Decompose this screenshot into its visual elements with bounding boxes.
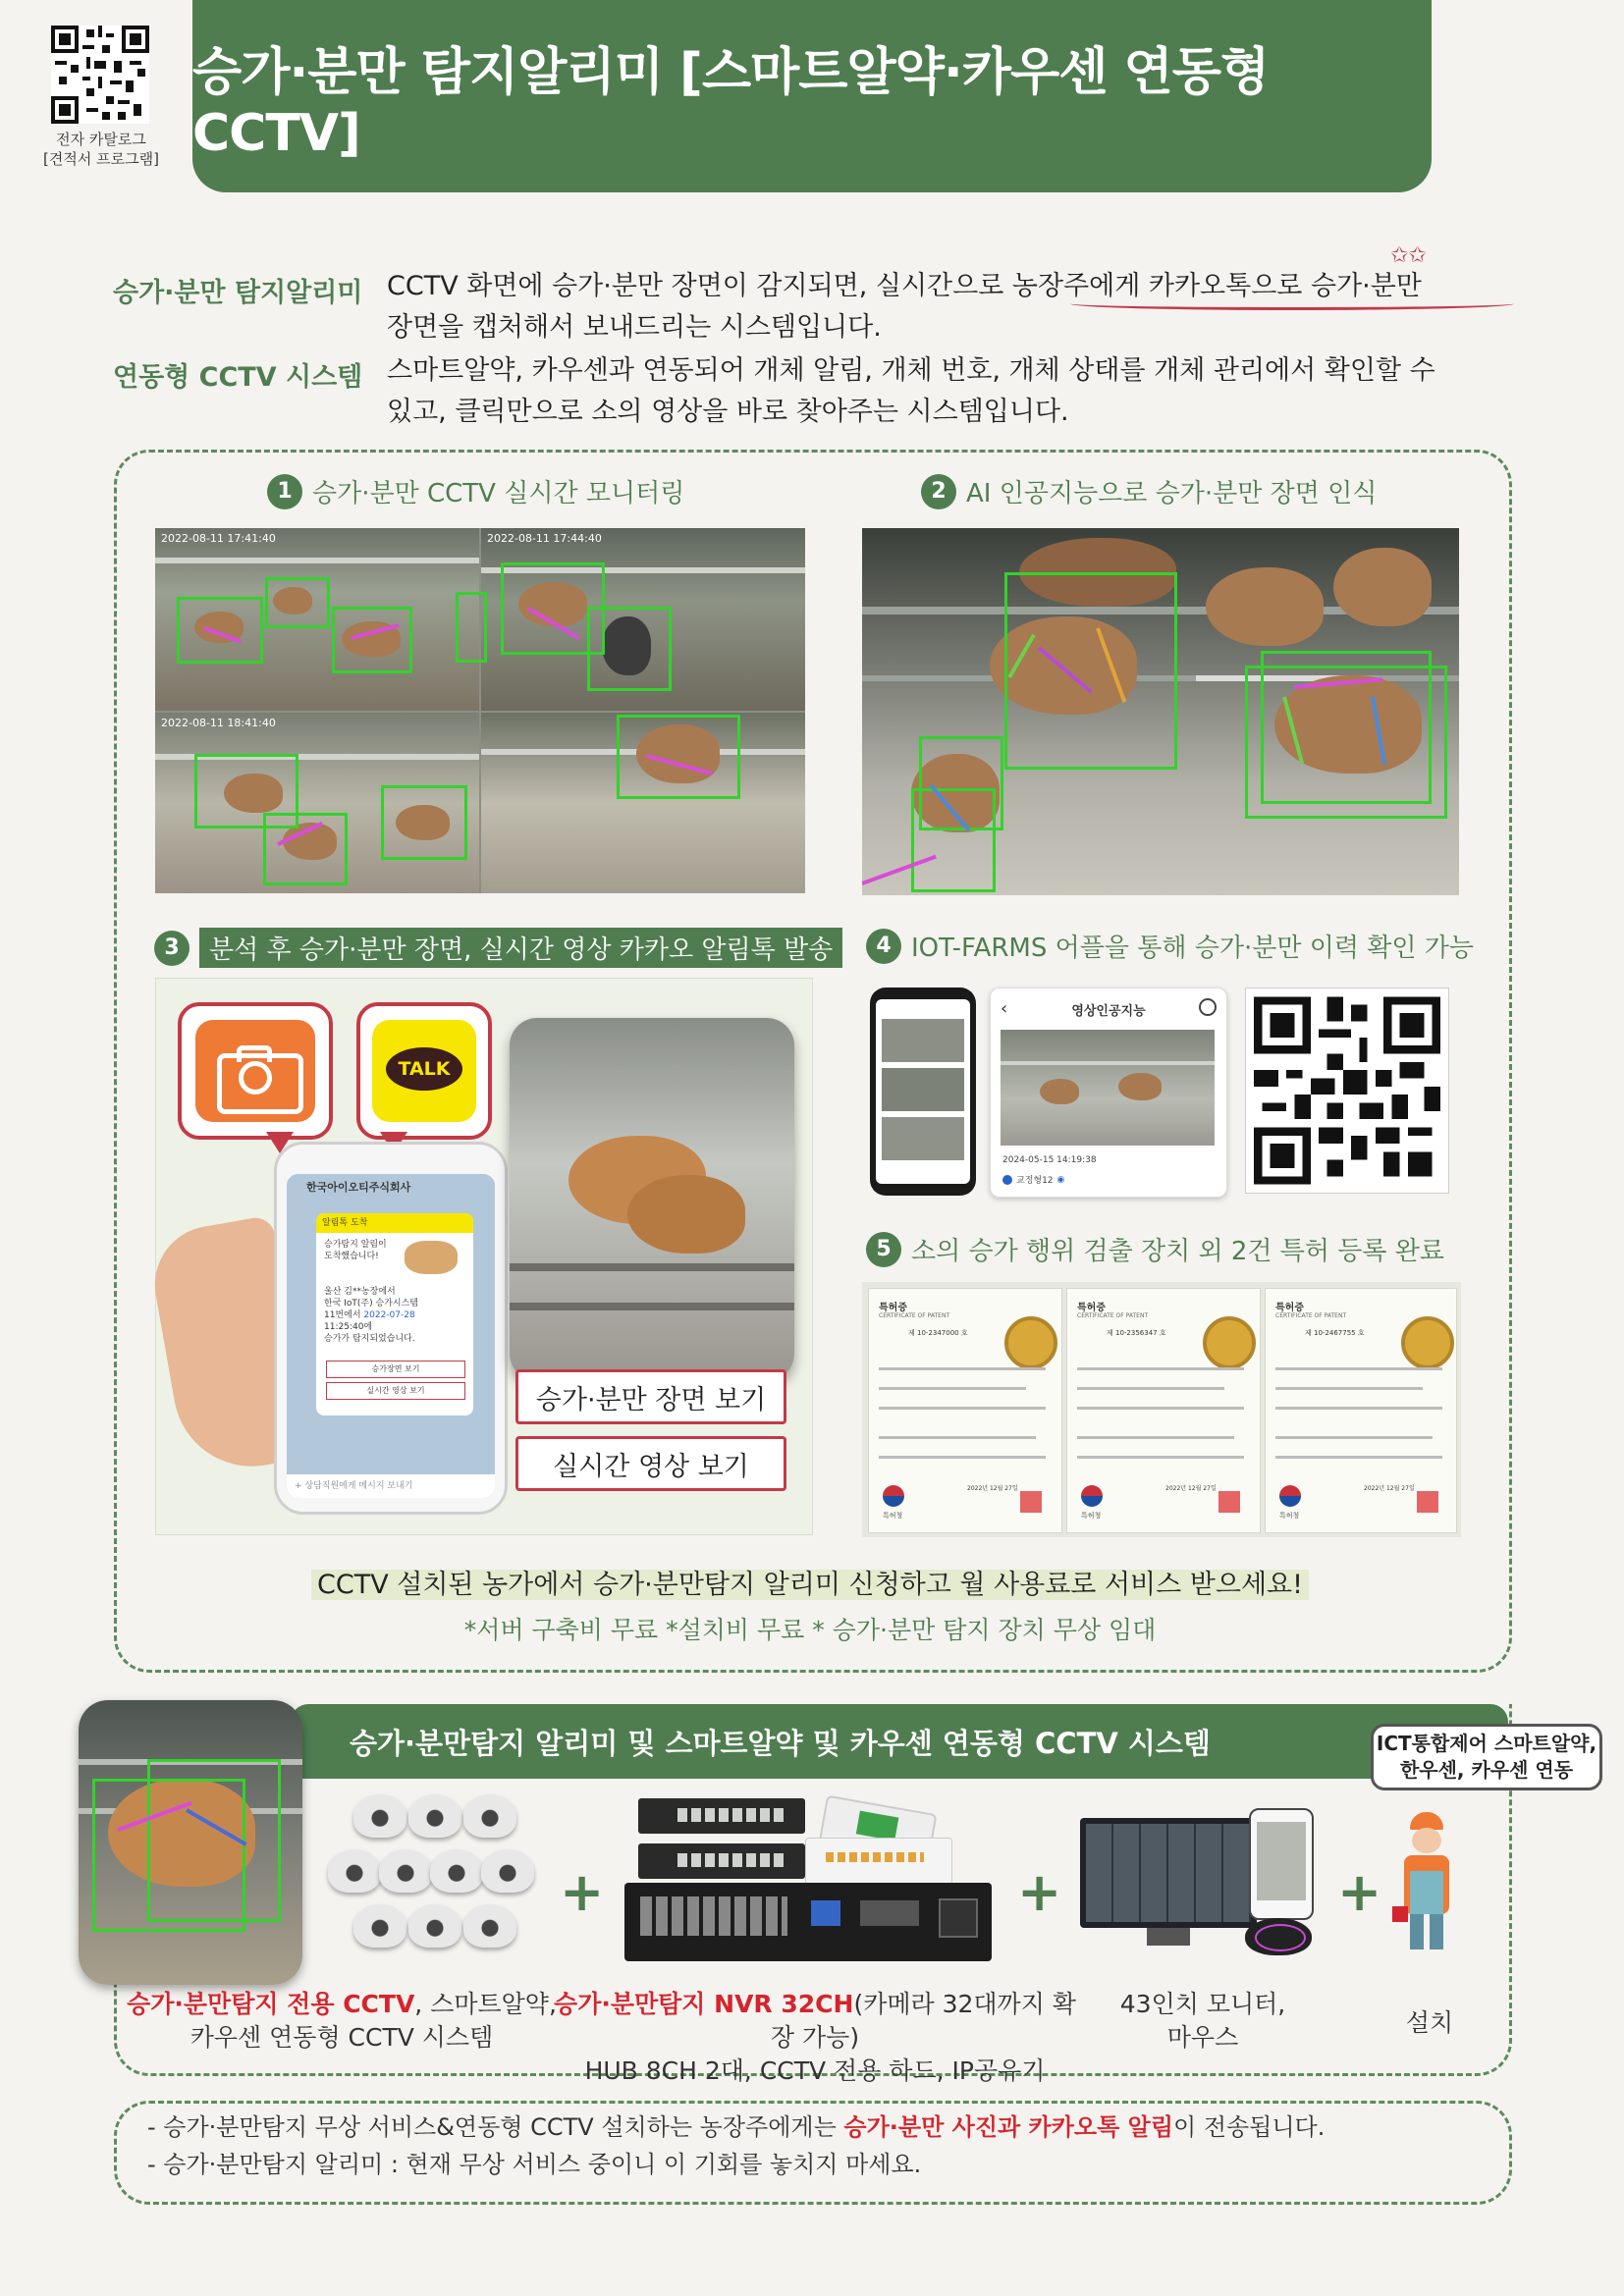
- camera-app-icon: [195, 1020, 315, 1122]
- patent-1-number: 제 10-2347000 호: [908, 1329, 968, 1337]
- installer-worker-icon: [1392, 1812, 1461, 1957]
- eye-icon[interactable]: ◉: [1056, 1174, 1065, 1185]
- page-title: 승가·분만 탐지알리미 [스마트알약·카우센 연동형 CCTV]: [192, 42, 1270, 163]
- patent-2-number: 제 10-2356347 호: [1107, 1329, 1166, 1337]
- alert-msg-2: 한국 IoT(주) 승가시스템: [324, 1299, 418, 1308]
- dome-camera-icon: [408, 1794, 461, 1838]
- kakao-chat-screen: [287, 1174, 495, 1498]
- caption-cctv: [126, 1988, 558, 2055]
- red-stamp: [1218, 1491, 1240, 1513]
- offer-block: [116, 1563, 1504, 1646]
- camera-bubble: [178, 1002, 333, 1140]
- section-1-title: 승가·분만 CCTV 실시간 모니터링: [312, 479, 685, 508]
- intro-label-detector: 승가·분만 탐지알리미: [113, 278, 363, 308]
- network-hub-2: [638, 1843, 805, 1879]
- section-3-title: 분석 후 승가·분만 장면, 실시간 영상 카카오 알림톡 발송: [199, 928, 842, 968]
- alert-msg-5: 승가가 탐지되었습니다.: [324, 1334, 415, 1344]
- caption-monitor: [1090, 1988, 1316, 2055]
- patent-2-date: 2022년 12월 27일: [1165, 1485, 1217, 1492]
- patent-1-office: 특허청: [883, 1512, 903, 1520]
- camera-dot-icon: [1002, 1175, 1012, 1185]
- smartphone: [274, 1142, 508, 1515]
- patent-2-head: 특허증: [1077, 1303, 1106, 1313]
- kipo-emblem-icon: [1279, 1485, 1301, 1507]
- patent-certificate-3: [1265, 1288, 1457, 1533]
- qr-caption-line-1: 전자 카탈로그: [56, 131, 146, 148]
- alert-msg-4: 11:25:40에: [324, 1322, 373, 1332]
- section-3-heading: [154, 928, 842, 968]
- camera-timestamp-1: 2022-08-11 17:41:40: [161, 532, 276, 545]
- note-1-suffix: 이 전송됩니다.: [1173, 2113, 1326, 2141]
- qr-caption-line-2: [견적서 프로그램]: [43, 150, 159, 168]
- alert-msg-3-prefix: 11번에서: [324, 1310, 364, 1320]
- alert-msg-1: 울산 김**농장에서: [324, 1287, 396, 1297]
- mounting-cow-photo: [510, 1018, 794, 1381]
- app-phone-list: [870, 988, 976, 1196]
- live-video-small-button[interactable]: 실시간 영상 보기: [326, 1382, 465, 1400]
- caption-nvr: [550, 1988, 1080, 2088]
- ip-router-icon: [805, 1838, 952, 1885]
- intro-text-detector-line-1: CCTV 화면에 승가·분만 장면이 감지되면, 실시간으로 농장주에게 카카오톡으로 승가·분만: [387, 271, 1422, 301]
- patent-certificate-2: [1066, 1288, 1261, 1533]
- section-4-number: 4: [866, 929, 901, 964]
- patent-certificates: [862, 1282, 1461, 1537]
- dome-camera-icon: [408, 1904, 461, 1948]
- camera-timestamp-2: 2022-08-11 17:44:40: [487, 532, 602, 545]
- patent-3-head: 특허증: [1275, 1303, 1304, 1313]
- speech-line-1: ICT통합제어 스마트알약,: [1376, 1732, 1597, 1755]
- patent-2-sub: CERTIFICATE OF PATENT: [1077, 1312, 1149, 1319]
- caption-monitor-line-1: 43인치 모니터,: [1119, 1990, 1286, 2018]
- dome-camera-icon: [481, 1849, 534, 1893]
- intro-text-cctv-line-1: 스마트알약, 카우센과 연동되어 개체 알림, 개체 번호, 개체 상태를 개체 관리에서 확인할 수: [387, 355, 1435, 386]
- patent-1-sub: CERTIFICATE OF PATENT: [879, 1312, 950, 1319]
- intro-text-cctv: [387, 350, 1526, 433]
- caption-install: 설치: [1405, 2008, 1454, 2037]
- gold-seal-icon: [1203, 1316, 1256, 1369]
- red-stamp: [1020, 1491, 1042, 1513]
- caption-cctv-red: 승가·분만탐지 전용 CCTV: [127, 1990, 415, 2018]
- note-1-highlight: 승가·분만 사진과 카카오톡 알림: [843, 2113, 1173, 2141]
- chat-input[interactable]: + 상담직원에게 메시지 보내기: [287, 1474, 495, 1498]
- monitor-icon: [1080, 1818, 1257, 1928]
- offer-line-1-wrap: [116, 1563, 1504, 1601]
- intro-label-cctv: 연동형 CCTV 시스템: [113, 362, 363, 393]
- view-scene-small-button[interactable]: 승가장면 보기: [326, 1361, 465, 1378]
- patent-3-date: 2022년 12월 27일: [1364, 1485, 1415, 1492]
- patent-3-sub: CERTIFICATE OF PATENT: [1275, 1312, 1347, 1319]
- speech-line-2: 한우센, 카우센 연동: [1399, 1758, 1574, 1782]
- patent-2-office: 특허청: [1081, 1512, 1102, 1520]
- section-4-title: IOT-FARMS 어플을 통해 승가·분만 이력 확인 가능: [911, 934, 1474, 963]
- caption-nvr-red: 승가·분만탐지 NVR 32CH: [554, 1990, 854, 2018]
- dome-camera-icon: [328, 1849, 381, 1893]
- section-2-heading: [921, 473, 1377, 509]
- app-timestamp: 2024-05-15 14:19:38: [1002, 1155, 1097, 1165]
- qr-caption: [29, 130, 173, 169]
- dome-camera-icon: [430, 1849, 483, 1893]
- ai-recognition-image: [862, 528, 1459, 895]
- note-line-2: - 승가·분만탐지 알리미 : 현재 무상 서비스 중이니 이 기회를 놓치지 마세요.: [147, 2151, 922, 2178]
- dome-camera-icon: [463, 1904, 516, 1948]
- highlight-underline: [1070, 297, 1514, 310]
- caption-cctv-line-1: [126, 1988, 558, 2021]
- section-2-number: 2: [921, 474, 956, 509]
- intro-text-cctv-line-2: 있고, 클릭만으로 소의 영상을 바로 찾아주는 시스템입니다.: [387, 397, 1069, 427]
- star-doodle-icon: ✩✩: [1390, 243, 1427, 268]
- plus-icon: +: [1337, 1861, 1382, 1923]
- view-scene-button[interactable]: 승가·분만 장면 보기: [515, 1369, 786, 1424]
- talk-label: TALK: [386, 1047, 462, 1091]
- kakao-bubble: [356, 1002, 492, 1140]
- kipo-emblem-icon: [883, 1485, 904, 1507]
- monitoring-grid-image: [155, 528, 805, 893]
- dome-camera-icon: [353, 1794, 406, 1838]
- settings-gear-icon[interactable]: [1199, 998, 1217, 1016]
- title-banner: [192, 0, 1432, 192]
- caption-cctv-rest: , 스마트알약,: [414, 1990, 557, 2018]
- app-screen-title: 영상인공지능: [1071, 1004, 1146, 1019]
- section-1-heading: [267, 473, 684, 509]
- live-video-button[interactable]: 실시간 영상 보기: [515, 1436, 786, 1491]
- section-2-title: AI 인공지능으로 승가·분만 장면 인식: [966, 479, 1378, 508]
- alert-line-2: 도착했습니다!: [324, 1252, 379, 1261]
- back-chevron-icon[interactable]: ‹: [1001, 998, 1008, 1019]
- nvr-recorder: [624, 1883, 992, 1961]
- alert-line-1: 승가탐지 알림이: [324, 1240, 387, 1250]
- network-hub-1: [638, 1798, 805, 1834]
- patent-3-number: 제 10-2467755 호: [1305, 1329, 1365, 1337]
- caption-monitor-line-2: 마우스: [1166, 2023, 1239, 2052]
- section-5-heading: [866, 1231, 1444, 1267]
- note-line-1: [147, 2109, 1492, 2146]
- system-title-bar: [291, 1704, 1508, 1779]
- section-5-title: 소의 승가 행위 검출 장치 외 2건 특허 등록 완료: [911, 1237, 1445, 1266]
- gold-seal-icon: [1401, 1316, 1454, 1369]
- kipo-emblem-icon: [1081, 1485, 1103, 1507]
- offer-line-1: CCTV 설치된 농가에서 승가·분만탐지 알리미 신청하고 월 사용료로 서비스 받으세요!: [311, 1570, 1309, 1600]
- dome-camera-icon: [353, 1904, 406, 1948]
- alert-msg-3: [324, 1309, 418, 1321]
- patent-certificate-1: [868, 1288, 1062, 1533]
- patent-3-office: 특허청: [1279, 1512, 1300, 1520]
- caption-nvr-rest: (카메라 32대까지 확장 가능): [770, 1990, 1076, 2052]
- red-stamp: [1417, 1491, 1438, 1513]
- section-4-heading: [866, 928, 1474, 964]
- mouse-icon: [1245, 1918, 1312, 1955]
- app-download-qr-code[interactable]: [1245, 988, 1449, 1194]
- alert-intro: [324, 1239, 387, 1262]
- system-title: 승가·분만탐지 알리미 및 스마트알약 및 카우센 연동형 CCTV 시스템: [350, 1726, 1211, 1760]
- intro-text-detector-line-2: 장면을 캡처해서 보내드리는 시스템입니다.: [387, 312, 882, 343]
- alert-msg-3-date: 2022-07-28: [363, 1310, 415, 1320]
- alert-body: [324, 1286, 418, 1345]
- alert-head: 알림톡 도착: [316, 1213, 473, 1233]
- detection-photo: [79, 1700, 302, 1985]
- mobile-phone-icon: [1249, 1808, 1314, 1920]
- cctv-dome-cameras: [324, 1794, 530, 1971]
- gold-seal-icon: [1004, 1316, 1057, 1369]
- kakao-alert-visual: [155, 978, 813, 1535]
- app-camera-label-text: 교정형12: [1016, 1176, 1054, 1186]
- alert-message-card: [316, 1213, 473, 1415]
- camera-timestamp-3: 2022-08-11 18:41:40: [161, 717, 276, 729]
- caption-nvr-line-1: [550, 1988, 1080, 2055]
- patent-1-head: 특허증: [879, 1303, 907, 1313]
- section-1-number: 1: [267, 474, 302, 509]
- section-3-number: 3: [154, 931, 189, 966]
- dome-camera-icon: [463, 1794, 516, 1838]
- note-1-prefix: - 승가·분만탐지 무상 서비스&연동형 CCTV 설치하는 농장주에게는: [147, 2113, 844, 2141]
- catalog-qr-code[interactable]: [51, 26, 149, 124]
- caption-nvr-line-2: HUB 8CH 2대, CCTV 전용 하드, IP공유기: [584, 2056, 1046, 2085]
- chat-title: 한국아이오티주식회사: [287, 1174, 495, 1200]
- dome-camera-icon: [379, 1849, 432, 1893]
- plus-icon: +: [1017, 1861, 1062, 1923]
- offer-line-2: *서버 구축비 무료 *설치비 무료 * 승가·분만 탐지 장치 무상 임대: [463, 1616, 1157, 1644]
- kakaotalk-app-icon: [372, 1020, 476, 1122]
- app-camera-thumbnail[interactable]: [1001, 1030, 1215, 1146]
- plus-icon: +: [560, 1861, 605, 1923]
- integration-speech-bubble: [1371, 1724, 1602, 1790]
- caption-cctv-line-2: 카우센 연동형 CCTV 시스템: [189, 2023, 494, 2052]
- section-5-number: 5: [866, 1232, 901, 1267]
- app-ai-video-screen: [990, 988, 1227, 1198]
- patent-1-date: 2022년 12월 27일: [967, 1485, 1018, 1492]
- cow-character-icon: [405, 1241, 458, 1274]
- app-camera-label: [1002, 1173, 1064, 1186]
- notes-text: [147, 2109, 1492, 2183]
